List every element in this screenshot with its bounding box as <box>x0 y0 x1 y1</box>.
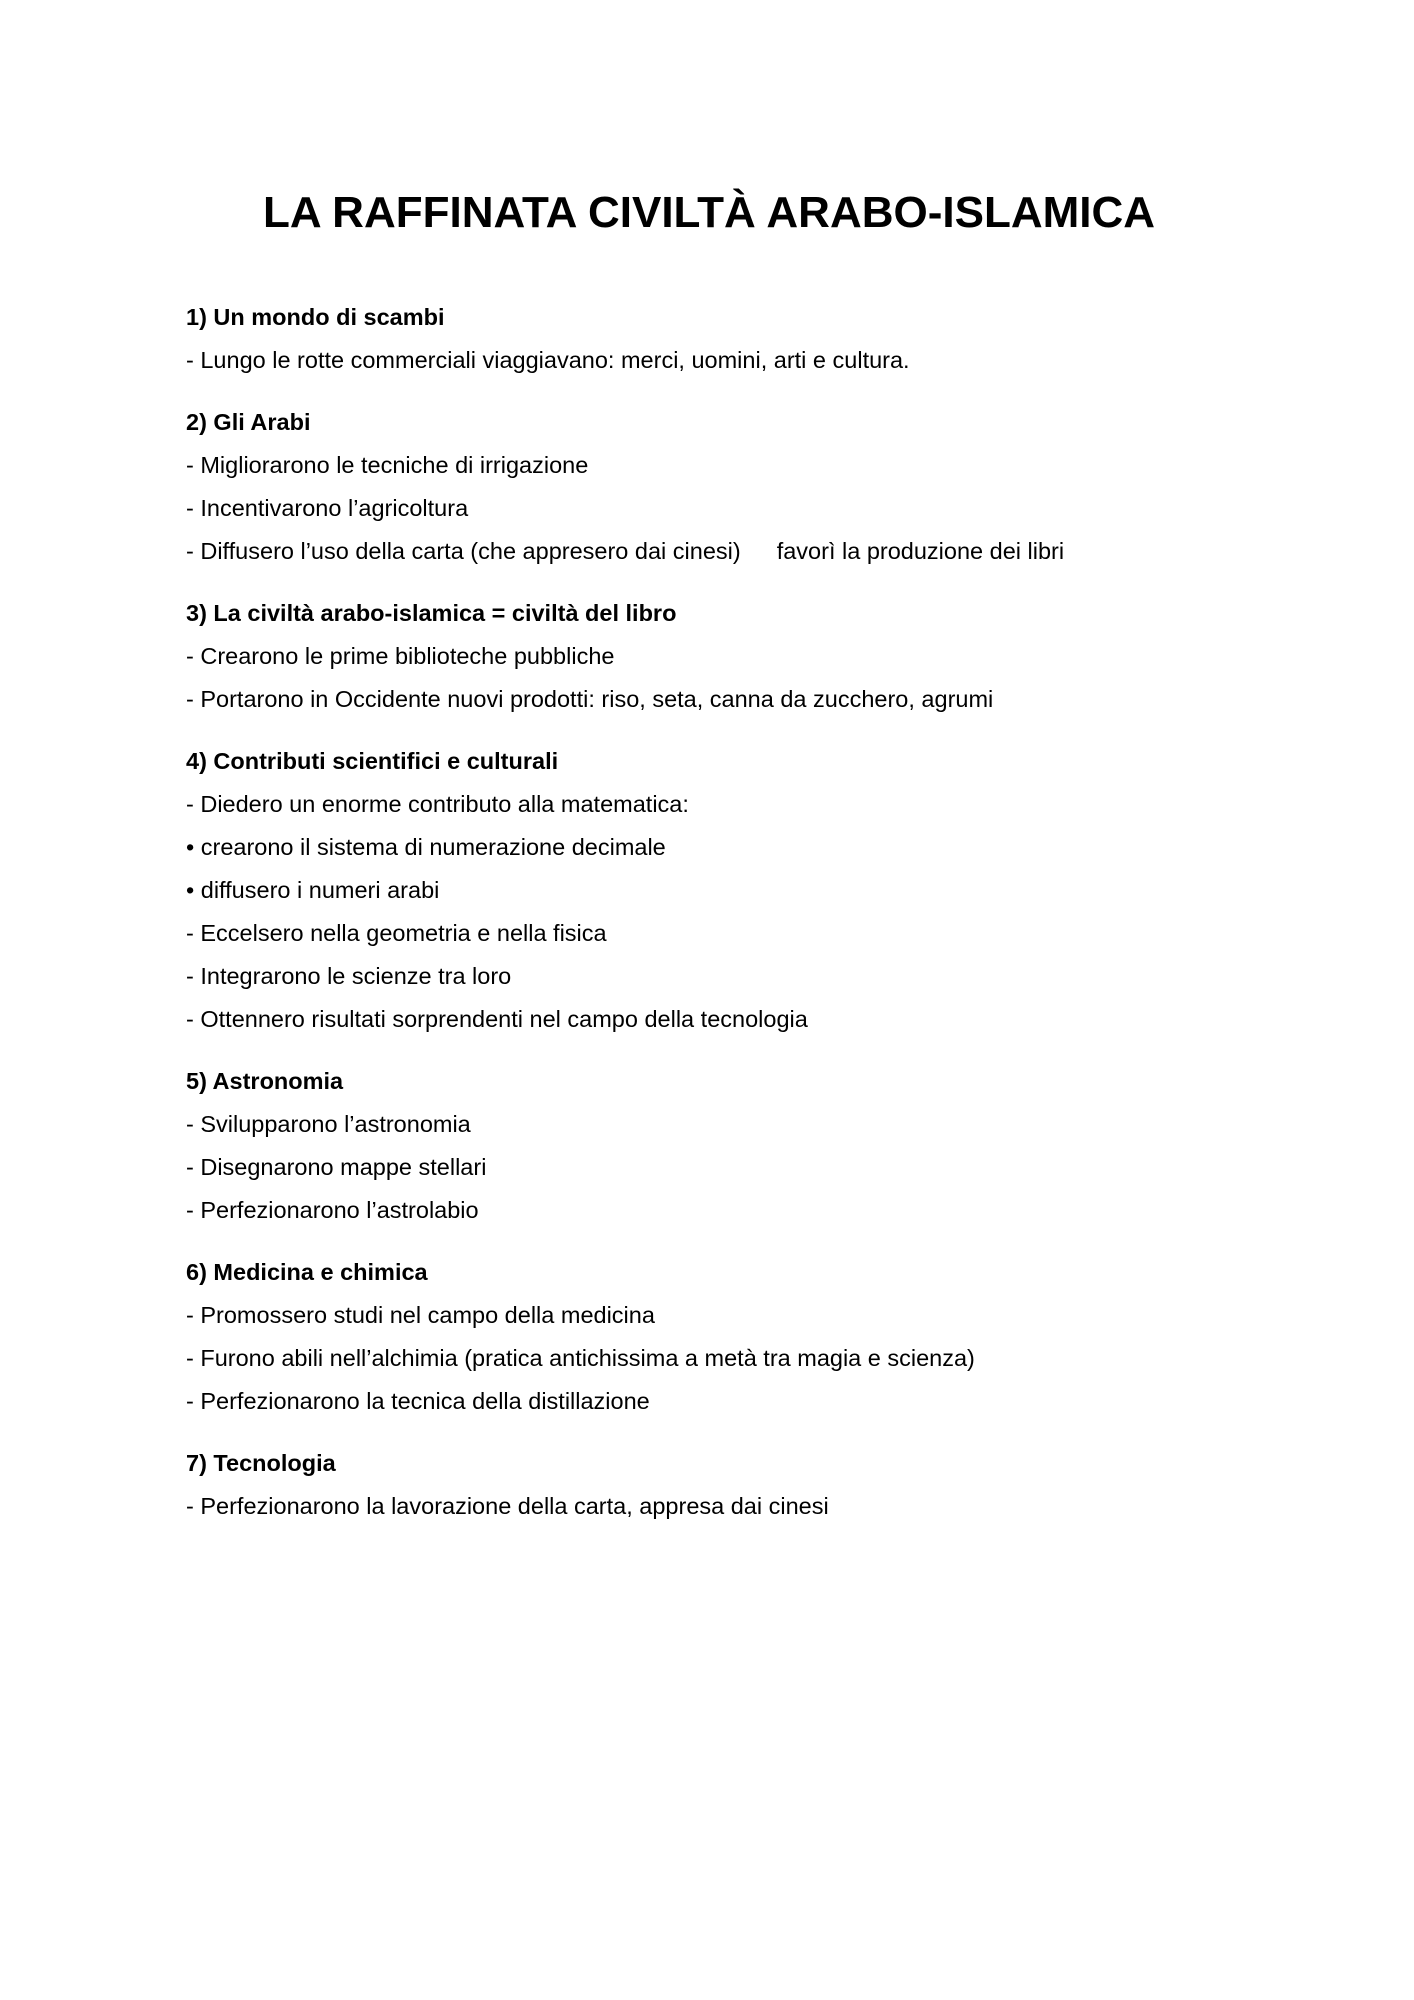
list-item <box>186 530 1286 573</box>
section-astronomia <box>186 1060 1286 1232</box>
bullet-item: • crearono il sistema di numerazione decimale <box>186 834 666 860</box>
list-item: - Migliorarono le tecniche di irrigazione <box>186 452 589 478</box>
bullet-item: • diffusero i numeri arabi <box>186 877 440 903</box>
list-item: - Ottennero risultati sorprendenti nel campo della tecnologia <box>186 1006 808 1032</box>
document-body <box>186 296 1286 1547</box>
list-item: - Portarono in Occidente nuovi prodotti: riso, seta, canna da zucchero, agrumi <box>186 686 994 712</box>
list-item: - Perfezionarono la tecnica della distillazione <box>186 1388 650 1414</box>
list-item: - Lungo le rotte commerciali viaggiavano: merci, uomini, arti e cultura. <box>186 347 910 373</box>
section-heading: 2) Gli Arabi <box>186 409 311 435</box>
list-item: - Diedero un enorme contributo alla matematica: <box>186 791 689 817</box>
section-tecnologia <box>186 1442 1286 1528</box>
list-item: - Eccelsero nella geometria e nella fisica <box>186 920 607 946</box>
section-heading: 6) Medicina e chimica <box>186 1259 428 1285</box>
section-heading: 7) Tecnologia <box>186 1450 336 1476</box>
list-item: - Disegnarono mappe stellari <box>186 1154 487 1180</box>
section-un-mondo-di-scambi <box>186 296 1286 382</box>
section-heading: 3) La civiltà arabo-islamica = civiltà del libro <box>186 600 677 626</box>
list-item: - Perfezionarono l’astrolabio <box>186 1197 479 1223</box>
list-item: - Svilupparono l’astronomia <box>186 1111 471 1137</box>
list-item: - Integrarono le scienze tra loro <box>186 963 512 989</box>
section-gli-arabi <box>186 401 1286 573</box>
list-item: - Perfezionarono la lavorazione della carta, appresa dai cinesi <box>186 1493 829 1519</box>
list-item: - Promossero studi nel campo della medicina <box>186 1302 655 1328</box>
list-item: - Incentivarono l’agricoltura <box>186 495 469 521</box>
section-heading: 5) Astronomia <box>186 1068 344 1094</box>
section-civilta-del-libro <box>186 592 1286 721</box>
section-medicina-e-chimica <box>186 1251 1286 1423</box>
list-item: - Crearono le prime biblioteche pubbliche <box>186 643 615 669</box>
section-contributi-scientifici <box>186 740 1286 1041</box>
list-item: - Furono abili nell’alchimia (pratica antichissima a metà tra magia e scienza) <box>186 1345 975 1371</box>
section-heading: 4) Contributi scientifici e culturali <box>186 748 559 774</box>
list-item-continuation: favorì la produzione dei libri <box>776 538 1065 564</box>
page-title: LA RAFFINATA CIVILTÀ ARABO-ISLAMICA <box>262 188 1156 237</box>
section-heading: 1) Un mondo di scambi <box>186 304 445 330</box>
list-item-text: - Diffusero l’uso della carta (che appresero dai cinesi) <box>186 538 741 564</box>
